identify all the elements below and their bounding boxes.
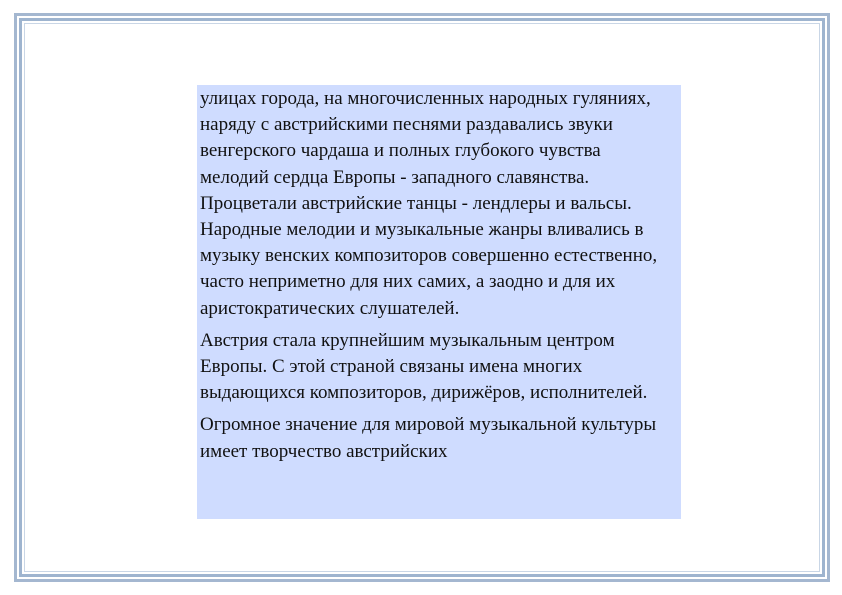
- slide-text-box: [197, 85, 681, 519]
- paragraph-2: Австрия стала крупнейшим музыкальным центром Европы. С этой страной связаны имена многих выдающихся композиторов, дирижёров, исполнителей.: [200, 329, 648, 404]
- paragraph-3: Огромное значение для мировой музыкальной культуры имеет творчество австрийских: [200, 414, 657, 462]
- paragraph-1: улицах города, на многочисленных народных гуляниях, наряду с австрийскими песнями раздавались звуки венгерского чардаша и полных глубокого чувства мелодий сердца Европы - западного славянства. Процветали австрийские танцы - лендлеры и вальсы. Народные мелодии и музыкальные жанры вливались в музыку венских композиторов совершенно естественно, часто неприметно для них самих, а заодно и для их аристократических слушателей.: [200, 88, 658, 319]
